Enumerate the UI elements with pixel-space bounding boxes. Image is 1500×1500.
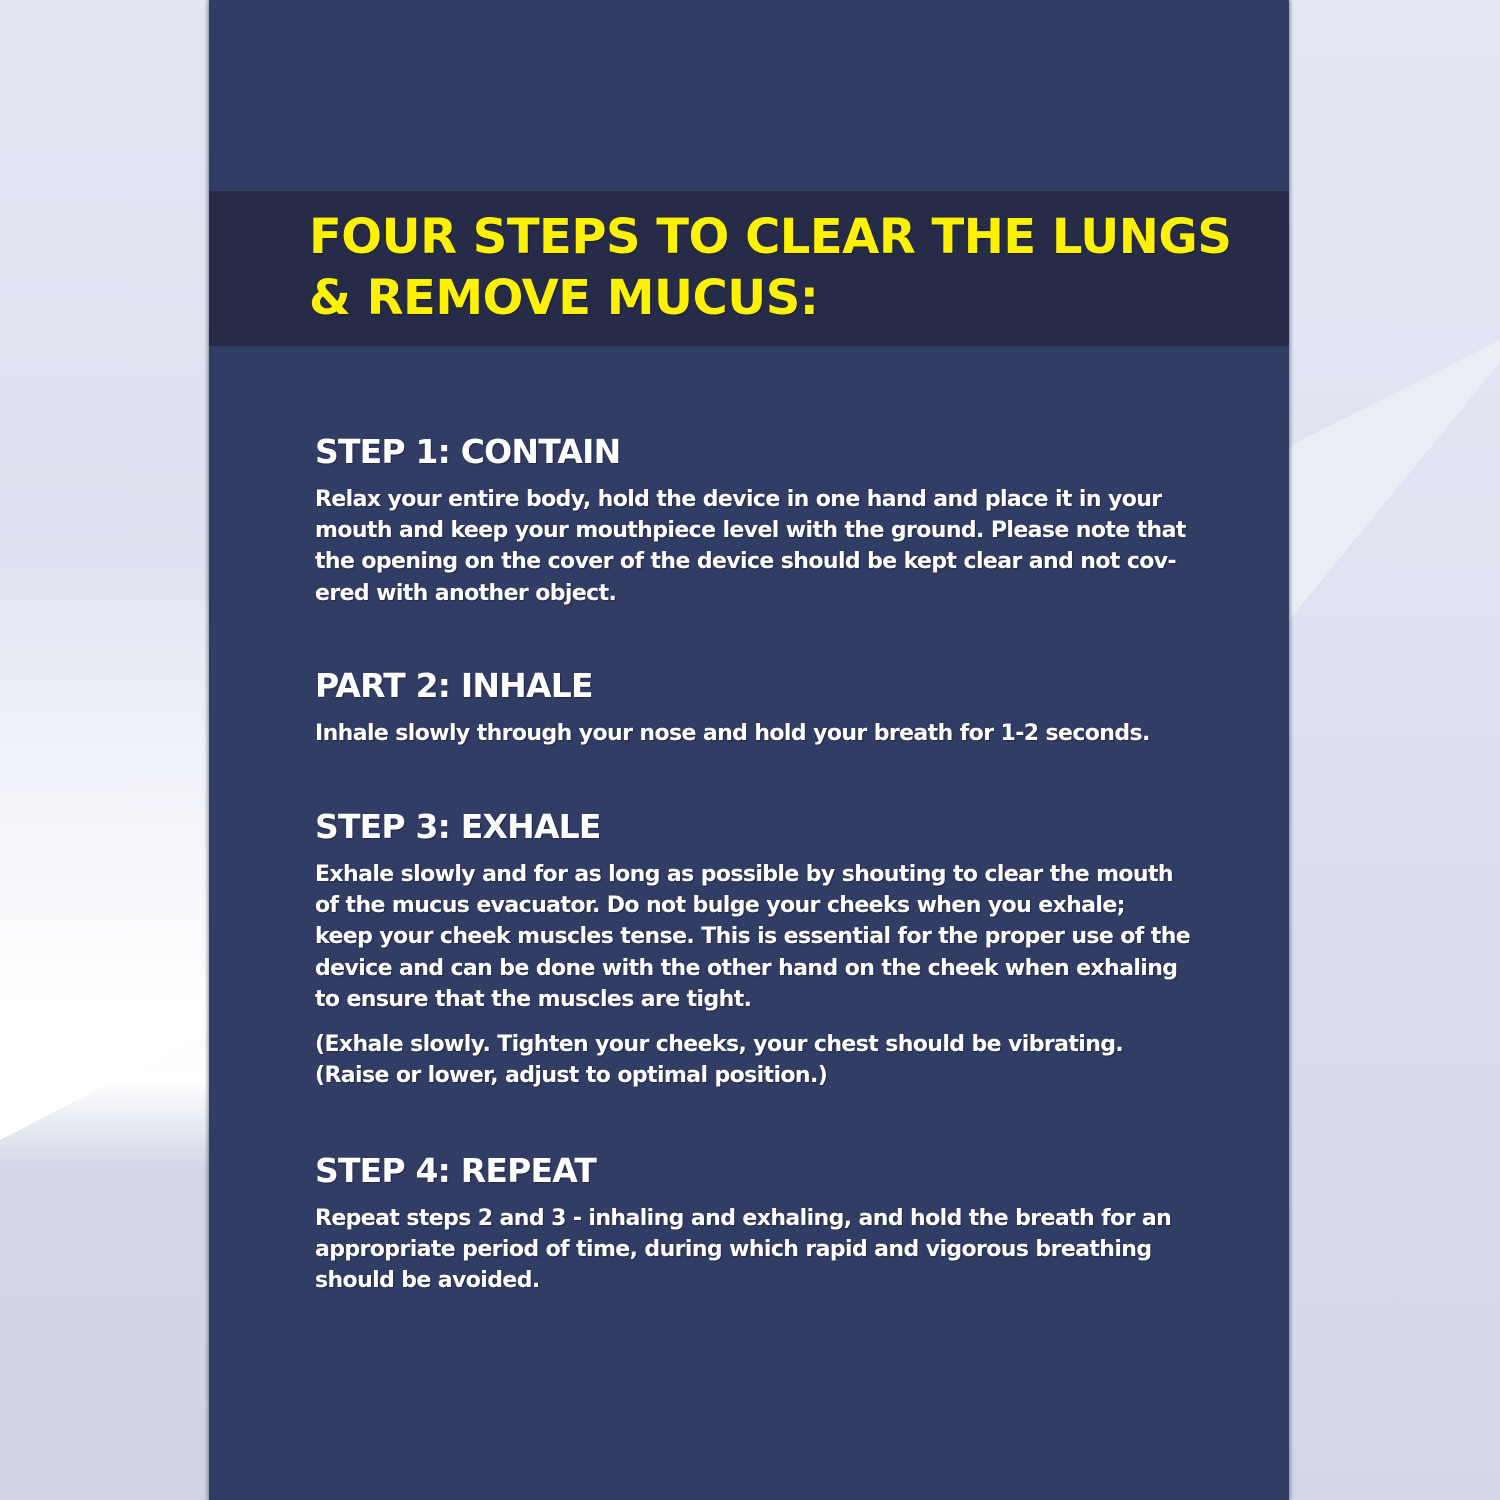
text-line: Exhale slowly and for as long as possible by shouting to clear the mouth [315,862,1173,887]
text-line: Repeat steps 2 and 3 - inhaling and exhaling, and hold the breath for an [315,1206,1172,1231]
step-4-repeat [315,1151,1195,1297]
text-line: Inhale slowly through your nose and hold your breath for 1-2 seconds. [315,721,1150,746]
step-3-exhale [315,807,1195,1091]
step-description [315,859,1195,1015]
text-line: (Exhale slowly. Tighten your cheeks, your chest should be vibrating. [315,1032,1124,1058]
text-line: should be avoided. [315,1268,540,1294]
step-1-contain [315,432,1195,609]
background-right [1289,0,1500,1500]
text-line: ered with another object. [315,580,617,606]
step-heading: PART 2: INHALE [315,666,593,705]
title-line-2: & REMOVE MUCUS: [309,270,819,326]
text-line: (Raise or lower, adjust to optimal position.) [315,1063,828,1089]
text-line: keep your cheek muscles tense. This is essential for the proper use of the [315,924,1191,950]
text-line: the opening on the cover of the device should be kept clear and not cov- [315,549,1177,575]
text-line: device and can be done with the other hand on the cheek when exhaling [315,955,1178,981]
text-line: appropriate period of time, during which rapid and vigorous breathing [315,1237,1152,1263]
step-heading: STEP 4: REPEAT [315,1151,597,1190]
step-description [315,484,1195,609]
text-line: to ensure that the muscles are tight. [315,986,752,1012]
step-heading: STEP 3: EXHALE [315,807,601,846]
step-heading: STEP 1: CONTAIN [315,432,621,471]
instruction-panel [209,0,1289,1500]
text-line: Relax your entire body, hold the device in one hand and place it in your [315,487,1162,512]
page-title [309,207,1269,329]
step-description [315,718,1195,749]
step-description [315,1203,1195,1297]
step-note [315,1029,1195,1091]
text-line: of the mucus evacuator. Do not bulge your cheeks when you exhale; [315,893,1125,919]
title-line-1: FOUR STEPS TO CLEAR THE LUNGS [309,209,1232,265]
step-2-inhale [315,666,1195,749]
text-line: mouth and keep your mouthpiece level with the ground. Please note that [315,518,1186,544]
